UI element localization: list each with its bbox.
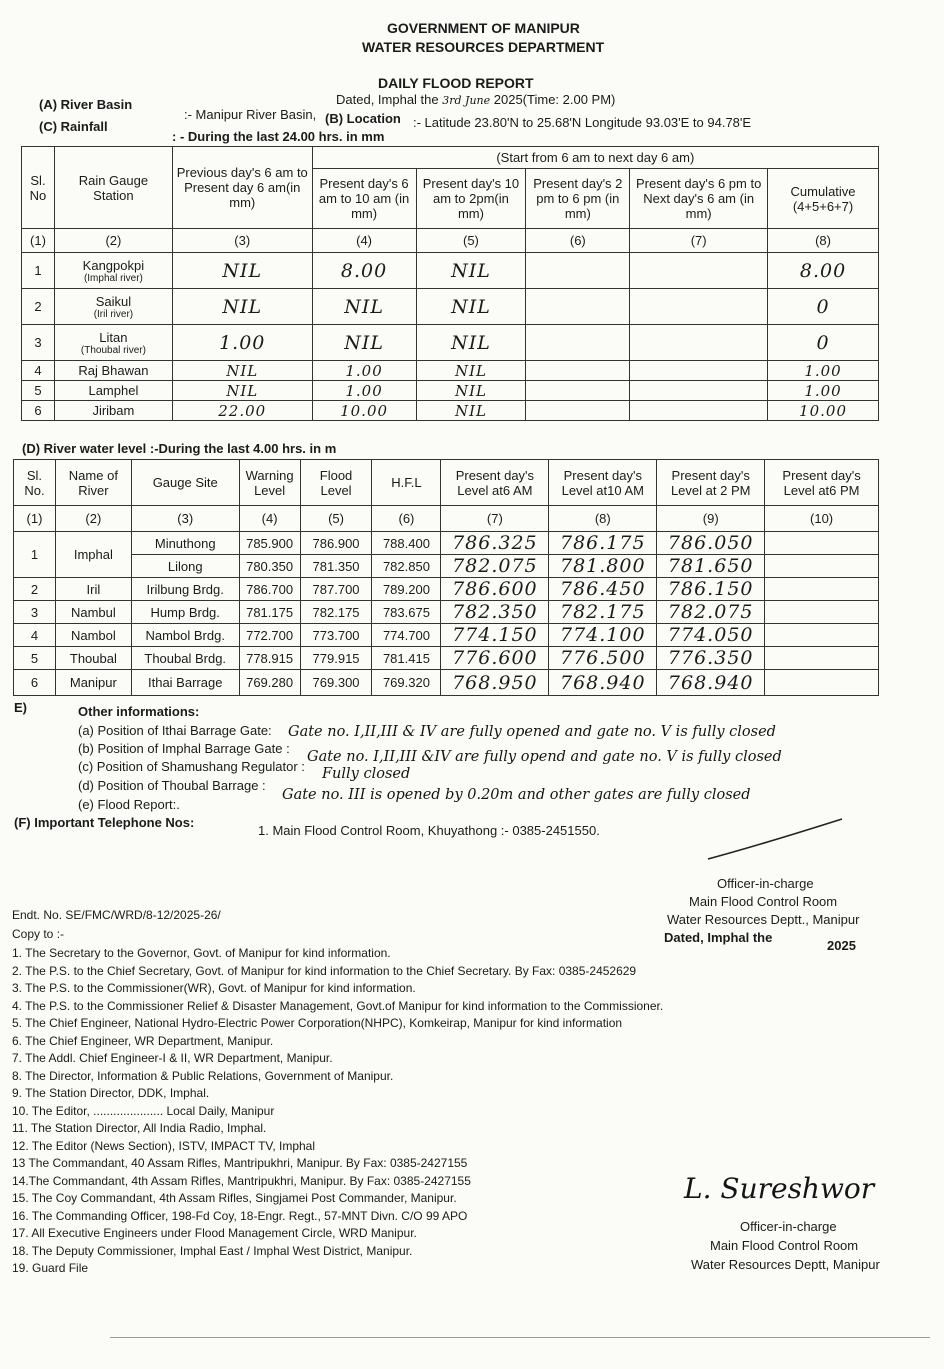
copy-item: 15. The Coy Commandant, 4th Assam Rifles, Singjamei Post Commander, Manipur. bbox=[12, 1191, 457, 1205]
rain-prev: 22.00 bbox=[172, 401, 312, 421]
flood-level: 773.700 bbox=[300, 624, 372, 647]
rain-header-c6: Present day's 2 pm to 6 pm (in mm) bbox=[526, 169, 630, 229]
river-colnum: (1) bbox=[14, 506, 56, 532]
rain-c5: NIL bbox=[416, 381, 526, 401]
station-name: Lamphel bbox=[88, 383, 139, 398]
copy-item: 18. The Deputy Commissioner, Imphal East / Imphal West District, Manipur. bbox=[12, 1243, 413, 1258]
river-colnum: (7) bbox=[441, 506, 549, 532]
rain-sl: 6 bbox=[22, 401, 55, 421]
imphal-gate-label: (b) Position of Imphal Barrage Gate : bbox=[78, 741, 290, 756]
rain-c7 bbox=[630, 381, 768, 401]
level-6pm bbox=[765, 532, 879, 555]
level-10am: 786.450 bbox=[549, 578, 657, 601]
river-header-site: Gauge Site bbox=[131, 460, 239, 506]
location-label: (B) Location bbox=[325, 111, 401, 126]
copy-item: 14.The Commandant, 4th Assam Rifles, Mantripukhri, Manipur. By Fax: 0385-2427155 bbox=[12, 1173, 471, 1188]
copy-item: 5. The Chief Engineer, National Hydro-Electric Power Corporation(NHPC), Komkeirap, Manipur for kind information bbox=[12, 1016, 623, 1030]
rain-c8: 0 bbox=[768, 325, 879, 361]
river-header-10am: Present day's Level at10 AM bbox=[549, 460, 657, 506]
dated-prefix: Dated, Imphal the bbox=[336, 92, 439, 107]
hfl: 781.415 bbox=[372, 647, 441, 670]
rain-colnum: (6) bbox=[526, 229, 630, 253]
level-10am: 782.175 bbox=[549, 601, 657, 624]
rain-c4: NIL bbox=[312, 289, 416, 325]
river-name: Nambul bbox=[55, 601, 131, 624]
officer-bottom-title: Officer-in-charge bbox=[740, 1219, 837, 1234]
level-6am: 774.150 bbox=[441, 624, 549, 647]
rain-prev: 1.00 bbox=[172, 325, 312, 361]
govt-title: GOVERNMENT OF MANIPUR bbox=[387, 20, 580, 36]
rain-c8: 1.00 bbox=[768, 361, 879, 381]
thoubal-barrage-label: (d) Position of Thoubal Barrage : bbox=[78, 778, 266, 793]
officer-bottom-room: Main Flood Control Room bbox=[710, 1238, 859, 1253]
river-header-warning: Warning Level bbox=[239, 460, 300, 506]
river-header-6pm: Present day's Level at6 PM bbox=[765, 460, 879, 506]
level-6am: 782.350 bbox=[441, 601, 549, 624]
copy-item: 2. The P.S. to the Chief Secretary, Govt. of Manipur for kind information to the Chief Secretary. By Fax: 0385-2452629 bbox=[12, 963, 637, 978]
dated-handwritten: 3rd June bbox=[442, 94, 491, 107]
river-name: Nambol bbox=[55, 624, 131, 647]
river-colnum: (9) bbox=[657, 506, 765, 532]
river-header-2pm: Present day's Level at 2 PM bbox=[657, 460, 765, 506]
copy-item: 6. The Chief Engineer, WR Department, Manipur. bbox=[12, 1033, 274, 1048]
rain-c6 bbox=[526, 253, 630, 289]
level-10am: 786.175 bbox=[549, 532, 657, 555]
rain-colnum: (1) bbox=[22, 229, 55, 253]
rain-sl: 3 bbox=[22, 325, 55, 361]
shamushang-label: (c) Position of Shamushang Regulator : bbox=[78, 759, 305, 774]
river-colnum: (2) bbox=[55, 506, 131, 532]
rain-header-c8: Cumulative (4+5+6+7) bbox=[768, 169, 879, 229]
rain-c8: 10.00 bbox=[768, 401, 879, 421]
rain-c8: 8.00 bbox=[768, 253, 879, 289]
warning-level: 778.915 bbox=[239, 647, 300, 670]
copy-item: 3. The P.S. to the Commissioner(WR), Govt. of Manipur for kind information. bbox=[12, 981, 416, 995]
warning-level: 781.175 bbox=[239, 601, 300, 624]
flood-level: 787.700 bbox=[300, 578, 372, 601]
river-name: Iril bbox=[55, 578, 131, 601]
rain-c8: 0 bbox=[768, 289, 879, 325]
flood-level: 782.175 bbox=[300, 601, 372, 624]
gauge-site: Ithai Barrage bbox=[131, 670, 239, 696]
river-sl: 3 bbox=[14, 601, 56, 624]
rain-station bbox=[54, 361, 172, 381]
rain-c8: 1.00 bbox=[768, 381, 879, 401]
river-table bbox=[13, 459, 879, 696]
level-10am: 776.500 bbox=[549, 647, 657, 670]
bottom-divider bbox=[110, 1337, 930, 1338]
gauge-site: Thoubal Brdg. bbox=[131, 647, 239, 670]
level-6pm bbox=[765, 624, 879, 647]
river-sl: 4 bbox=[14, 624, 56, 647]
hfl: 769.320 bbox=[372, 670, 441, 696]
hfl: 774.700 bbox=[372, 624, 441, 647]
dept-title: WATER RESOURCES DEPARTMENT bbox=[362, 39, 605, 55]
ithai-gate-value: Gate no. I,II,III & IV are fully opened and gate no. V is fully closed bbox=[288, 724, 776, 740]
rain-c6 bbox=[526, 289, 630, 325]
rain-header-sl: Sl. No bbox=[22, 147, 55, 229]
report-date bbox=[336, 92, 615, 107]
table-row bbox=[14, 555, 879, 578]
level-10am: 768.940 bbox=[549, 670, 657, 696]
river-name: Thoubal bbox=[55, 647, 131, 670]
table-row bbox=[22, 253, 879, 289]
rain-header-station: Rain Gauge Station bbox=[54, 147, 172, 229]
flood-level: 781.350 bbox=[300, 555, 372, 578]
rain-colnum: (2) bbox=[54, 229, 172, 253]
copy-item: 7. The Addl. Chief Engineer-I & II, WR Department, Manipur. bbox=[12, 1051, 333, 1065]
copy-item: 8. The Director, Information & Public Relations, Government of Manipur. bbox=[12, 1068, 394, 1083]
river-colnum: (5) bbox=[300, 506, 372, 532]
gauge-site: Minuthong bbox=[131, 532, 239, 555]
rain-c6 bbox=[526, 401, 630, 421]
hfl: 783.675 bbox=[372, 601, 441, 624]
thoubal-barrage-value: Gate no. III is opened by 0.20m and other gates are fully closed bbox=[282, 787, 751, 803]
copy-item: 1. The Secretary to the Governor, Govt. of Manipur for kind information. bbox=[12, 946, 391, 960]
rain-c5: NIL bbox=[416, 253, 526, 289]
rain-c5: NIL bbox=[416, 401, 526, 421]
telephone-value: 1. Main Flood Control Room, Khuyathong :- 0385-2451550. bbox=[258, 823, 600, 838]
rain-station bbox=[54, 253, 172, 289]
officer-top-title: Officer-in-charge bbox=[717, 876, 814, 891]
rain-c7 bbox=[630, 401, 768, 421]
hfl: 788.400 bbox=[372, 532, 441, 555]
gauge-site: Hump Brdg. bbox=[131, 601, 239, 624]
level-10am: 774.100 bbox=[549, 624, 657, 647]
rain-station bbox=[54, 289, 172, 325]
copy-item: 4. The P.S. to the Commissioner Relief & Disaster Management, Govt.of Manipur for kind information to the Commissioner. bbox=[12, 998, 664, 1013]
table-row bbox=[22, 361, 879, 381]
river-name: Imphal bbox=[55, 532, 131, 578]
level-6pm bbox=[765, 670, 879, 696]
rain-c7 bbox=[630, 325, 768, 361]
level-6am: 786.325 bbox=[441, 532, 549, 555]
river-colnum: (10) bbox=[765, 506, 879, 532]
warning-level: 772.700 bbox=[239, 624, 300, 647]
officer-bottom-dept: Water Resources Deptt, Manipur bbox=[691, 1257, 880, 1272]
rain-c5: NIL bbox=[416, 325, 526, 361]
dated-suffix: 2025(Time: 2.00 PM) bbox=[493, 92, 616, 107]
table-row bbox=[14, 624, 879, 647]
rain-sl: 2 bbox=[22, 289, 55, 325]
station-name: Jiribam bbox=[92, 403, 135, 418]
copy-to-label: Copy to :- bbox=[12, 927, 65, 941]
flood-level: 769.300 bbox=[300, 670, 372, 696]
table-row bbox=[14, 578, 879, 601]
level-6pm bbox=[765, 601, 879, 624]
station-river: (Iril river) bbox=[93, 308, 134, 320]
river-colnum: (3) bbox=[131, 506, 239, 532]
rain-prev: NIL bbox=[172, 253, 312, 289]
section-e-label: E) bbox=[14, 700, 27, 715]
level-6pm bbox=[765, 555, 879, 578]
shamushang-value: Fully closed bbox=[322, 766, 411, 782]
rain-header-c4: Present day's 6 am to 10 am (in mm) bbox=[312, 169, 416, 229]
copy-item: 10. The Editor, ..................... Local Daily, Manipur bbox=[12, 1103, 275, 1118]
river-header-6am: Present day's Level at6 AM bbox=[441, 460, 549, 506]
table-row bbox=[22, 401, 879, 421]
rain-prev: NIL bbox=[172, 289, 312, 325]
copy-item: 9. The Station Director, DDK, Imphal. bbox=[12, 1086, 210, 1100]
rain-colnum: (7) bbox=[630, 229, 768, 253]
river-sl: 5 bbox=[14, 647, 56, 670]
gauge-site: Irilbung Brdg. bbox=[131, 578, 239, 601]
rain-c7 bbox=[630, 361, 768, 381]
level-6am: 776.600 bbox=[441, 647, 549, 670]
location-value: :- Latitude 23.80'N to 25.68'N Longitude 93.03'E to 94.78'E bbox=[413, 115, 752, 130]
rain-colnum: (8) bbox=[768, 229, 879, 253]
rainfall-value: : - During the last 24.00 hrs. in mm bbox=[172, 129, 385, 144]
officer-top-dept: Water Resources Deptt., Manipur bbox=[667, 912, 860, 927]
rain-station bbox=[54, 325, 172, 361]
table-row bbox=[14, 532, 879, 555]
rain-station bbox=[54, 381, 172, 401]
river-colnum: (4) bbox=[239, 506, 300, 532]
rain-table bbox=[21, 146, 879, 421]
level-6pm bbox=[765, 647, 879, 670]
table-row bbox=[22, 325, 879, 361]
level-2pm: 782.075 bbox=[657, 601, 765, 624]
rain-colnum: (5) bbox=[416, 229, 526, 253]
other-info-heading: Other informations: bbox=[78, 704, 200, 719]
imphal-gate-value: Gate no. I,II,III &IV are fully opend and gate no. V is fully closed bbox=[307, 749, 782, 765]
gauge-site: Lilong bbox=[131, 555, 239, 578]
rain-c4: NIL bbox=[312, 325, 416, 361]
officer-top-room: Main Flood Control Room bbox=[689, 894, 838, 909]
officer-top-dated: Dated, Imphal the bbox=[664, 930, 773, 945]
rain-c4: 1.00 bbox=[312, 361, 416, 381]
table-row bbox=[14, 670, 879, 696]
table-row bbox=[14, 647, 879, 670]
copy-item: 13 The Commandant, 40 Assam Rifles, Mantripukhri, Manipur. By Fax: 0385-2427155 bbox=[12, 1156, 468, 1170]
copy-item: 11. The Station Director, All India Radio, Imphal. bbox=[12, 1121, 267, 1135]
level-2pm: 786.150 bbox=[657, 578, 765, 601]
rain-prev: NIL bbox=[172, 361, 312, 381]
rain-c6 bbox=[526, 325, 630, 361]
rain-colnum: (4) bbox=[312, 229, 416, 253]
river-header-flood: Flood Level bbox=[300, 460, 372, 506]
copy-item: 16. The Commanding Officer, 198-Fd Coy, 18-Engr. Regt., 57-MNT Divn. C/O 99 APO bbox=[12, 1208, 468, 1223]
warning-level: 786.700 bbox=[239, 578, 300, 601]
river-name: Manipur bbox=[55, 670, 131, 696]
river-colnum: (6) bbox=[372, 506, 441, 532]
level-6am: 768.950 bbox=[441, 670, 549, 696]
level-2pm: 786.050 bbox=[657, 532, 765, 555]
officer-top-year: 2025 bbox=[827, 938, 856, 953]
river-header-hfl: H.F.L bbox=[372, 460, 441, 506]
level-2pm: 776.350 bbox=[657, 647, 765, 670]
table-row bbox=[22, 381, 879, 401]
table-row bbox=[14, 601, 879, 624]
report-title: DAILY FLOOD REPORT bbox=[378, 75, 534, 91]
rain-header-c7: Present day's 6 pm to Next day's 6 am (in mm) bbox=[630, 169, 768, 229]
level-6pm bbox=[765, 578, 879, 601]
level-6am: 786.600 bbox=[441, 578, 549, 601]
river-sl: 1 bbox=[14, 532, 56, 578]
station-name: Saikul bbox=[95, 293, 132, 309]
rain-colnum: (3) bbox=[172, 229, 312, 253]
officer-signature: L. Sureshwor bbox=[684, 1172, 875, 1205]
rain-header-c5: Present day's 10 am to 2pm(in mm) bbox=[416, 169, 526, 229]
station-river: (Thoubal river) bbox=[80, 344, 146, 356]
rain-c4: 8.00 bbox=[312, 253, 416, 289]
station-river: (Imphal river) bbox=[83, 272, 143, 284]
river-header-sl: Sl. No. bbox=[14, 460, 56, 506]
level-6am: 782.075 bbox=[441, 555, 549, 578]
ithai-gate-label: (a) Position of Ithai Barrage Gate: bbox=[78, 723, 272, 738]
level-2pm: 781.650 bbox=[657, 555, 765, 578]
warning-level: 780.350 bbox=[239, 555, 300, 578]
rain-sl: 5 bbox=[22, 381, 55, 401]
copy-item: 12. The Editor (News Section), ISTV, IMPACT TV, Imphal bbox=[12, 1138, 316, 1153]
rain-header-span: (Start from 6 am to next day 6 am) bbox=[312, 147, 878, 169]
rainfall-label: (C) Rainfall bbox=[39, 119, 108, 134]
river-header-river: Name of River bbox=[55, 460, 131, 506]
rain-c5: NIL bbox=[416, 289, 526, 325]
level-2pm: 768.940 bbox=[657, 670, 765, 696]
warning-level: 785.900 bbox=[239, 532, 300, 555]
station-name: Raj Bhawan bbox=[78, 363, 149, 378]
rain-c6 bbox=[526, 361, 630, 381]
rain-header-prev: Previous day's 6 am to Present day 6 am(in mm) bbox=[172, 147, 312, 229]
station-name: Litan bbox=[99, 329, 128, 345]
river-level-heading: (D) River water level :-During the last 4.00 hrs. in m bbox=[22, 441, 337, 456]
rain-c6 bbox=[526, 381, 630, 401]
river-basin-label: (A) River Basin bbox=[39, 97, 133, 112]
river-colnum: (8) bbox=[549, 506, 657, 532]
rain-sl: 1 bbox=[22, 253, 55, 289]
table-row bbox=[22, 289, 879, 325]
river-sl: 6 bbox=[14, 670, 56, 696]
copy-item: 19. Guard File bbox=[12, 1261, 89, 1275]
endt-number: Endt. No. SE/FMC/WRD/8-12/2025-26/ bbox=[12, 908, 221, 922]
copy-item: 17. All Executive Engineers under Flood Management Circle, WRD Manipur. bbox=[12, 1226, 417, 1240]
river-basin-value: :- Manipur River Basin, bbox=[184, 107, 317, 122]
gauge-site: Nambol Brdg. bbox=[131, 624, 239, 647]
copy-list bbox=[12, 945, 663, 1278]
rain-prev: NIL bbox=[172, 381, 312, 401]
rain-c7 bbox=[630, 253, 768, 289]
level-10am: 781.800 bbox=[549, 555, 657, 578]
rain-c5: NIL bbox=[416, 361, 526, 381]
flood-level: 779.915 bbox=[300, 647, 372, 670]
hfl: 782.850 bbox=[372, 555, 441, 578]
rain-station bbox=[54, 401, 172, 421]
rain-sl: 4 bbox=[22, 361, 55, 381]
rain-c7 bbox=[630, 289, 768, 325]
rain-c4: 10.00 bbox=[312, 401, 416, 421]
warning-level: 769.280 bbox=[239, 670, 300, 696]
level-2pm: 774.050 bbox=[657, 624, 765, 647]
hfl: 789.200 bbox=[372, 578, 441, 601]
telephone-label: (F) Important Telephone Nos: bbox=[14, 815, 195, 830]
station-name: Kangpokpi bbox=[82, 257, 145, 273]
flood-level: 786.900 bbox=[300, 532, 372, 555]
rain-c4: 1.00 bbox=[312, 381, 416, 401]
river-sl: 2 bbox=[14, 578, 56, 601]
flood-report-label: (e) Flood Report:. bbox=[78, 797, 180, 812]
pen-stroke bbox=[700, 815, 850, 865]
